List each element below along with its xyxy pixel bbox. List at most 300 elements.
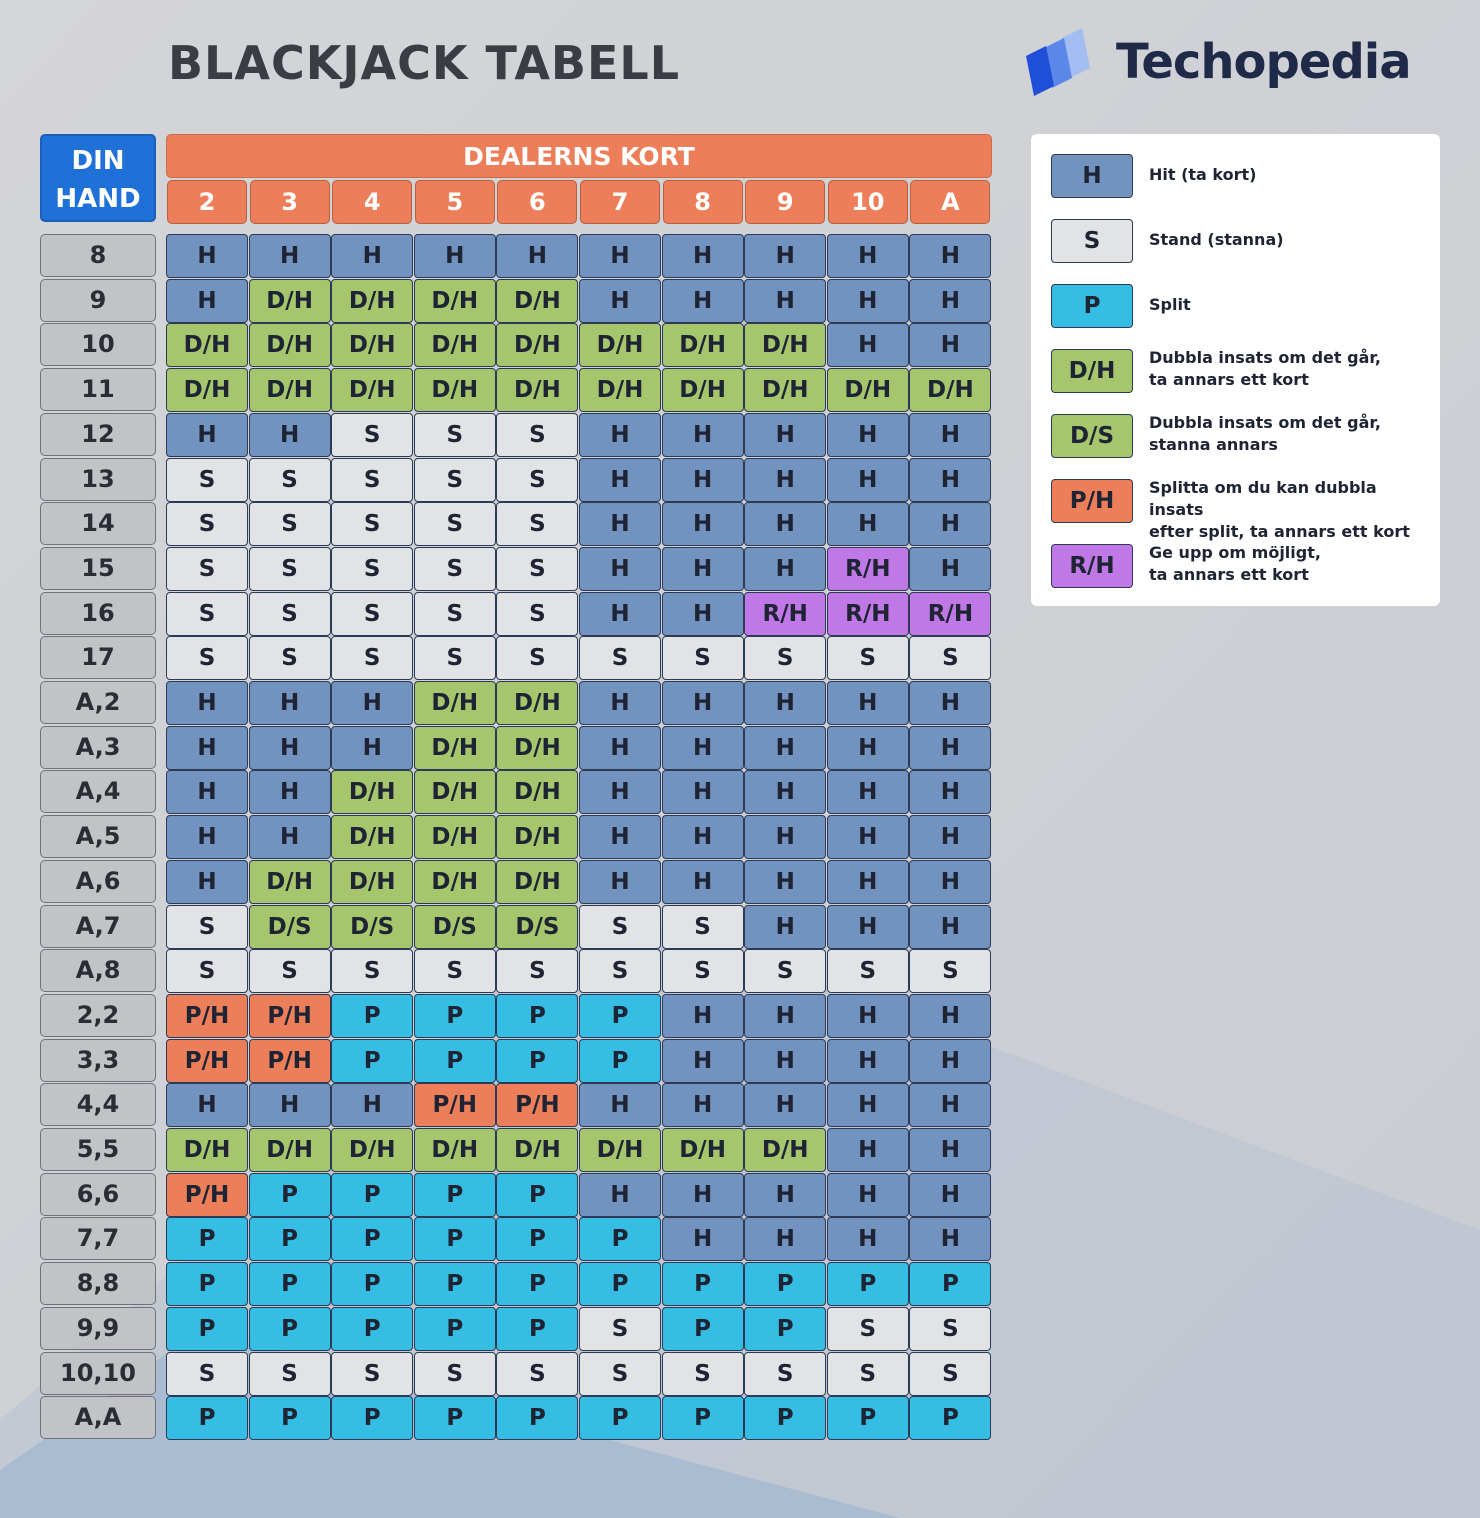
strategy-cell: S (909, 1307, 991, 1351)
strategy-cell: S (662, 636, 744, 680)
strategy-cell: S (166, 592, 248, 636)
strategy-cell: H (579, 458, 661, 502)
hand-label: 12 (40, 413, 156, 456)
strategy-cell: S (331, 502, 413, 546)
strategy-cell: H (744, 234, 826, 278)
strategy-cell: D/H (414, 279, 496, 323)
legend-description-line1: Dubbla insats om det går, (1149, 413, 1381, 432)
strategy-cell: D/H (331, 770, 413, 814)
strategy-cell: H (827, 770, 909, 814)
strategy-cell: H (579, 1173, 661, 1217)
hand-label: 17 (40, 636, 156, 679)
strategy-cell: P (166, 1262, 248, 1306)
strategy-cell: P (414, 1396, 496, 1440)
strategy-cell: H (909, 1039, 991, 1083)
legend-swatch: P/H (1051, 479, 1133, 523)
strategy-cell: H (662, 234, 744, 278)
hand-label: 7,7 (40, 1217, 156, 1260)
strategy-cell: H (827, 905, 909, 949)
strategy-cell: D/H (414, 770, 496, 814)
strategy-cell: H (166, 279, 248, 323)
strategy-cell: H (909, 1128, 991, 1172)
strategy-cell: D/H (331, 1128, 413, 1172)
strategy-cell: P (331, 1039, 413, 1083)
legend-description-line1: Ge upp om möjligt, (1149, 543, 1321, 562)
strategy-cell: H (909, 413, 991, 457)
hand-label: 3,3 (40, 1039, 156, 1082)
strategy-cell: D/H (496, 279, 578, 323)
strategy-cell: P (827, 1396, 909, 1440)
strategy-cell: P (249, 1307, 331, 1351)
strategy-cell: H (249, 1083, 331, 1127)
strategy-cell: H (744, 458, 826, 502)
strategy-cell: H (662, 547, 744, 591)
strategy-cell: P (166, 1217, 248, 1261)
strategy-cell: H (496, 234, 578, 278)
strategy-cell: H (662, 770, 744, 814)
hand-label: A,8 (40, 949, 156, 992)
strategy-cell: H (331, 1083, 413, 1127)
strategy-cell: P (579, 1039, 661, 1083)
legend-description-line1: Stand (stanna) (1149, 230, 1284, 249)
strategy-cell: H (662, 1083, 744, 1127)
strategy-cell: D/H (579, 323, 661, 367)
strategy-cell: H (249, 413, 331, 457)
strategy-cell: H (909, 860, 991, 904)
strategy-cell: H (579, 234, 661, 278)
strategy-cell: H (827, 323, 909, 367)
strategy-cell: H (827, 860, 909, 904)
strategy-cell: P (414, 994, 496, 1038)
techopedia-logo-icon (1024, 28, 1094, 98)
strategy-cell: S (496, 636, 578, 680)
hand-label: 4,4 (40, 1083, 156, 1126)
strategy-cell: D/S (249, 905, 331, 949)
strategy-cell: H (662, 502, 744, 546)
strategy-cell: D/H (414, 681, 496, 725)
strategy-cell: S (249, 502, 331, 546)
strategy-cell: D/H (414, 368, 496, 412)
strategy-cell: S (249, 458, 331, 502)
strategy-cell: P (249, 1262, 331, 1306)
strategy-cell: D/H (827, 368, 909, 412)
strategy-cell: P (331, 1262, 413, 1306)
hand-label: 8 (40, 234, 156, 277)
strategy-cell: R/H (827, 547, 909, 591)
strategy-cell: S (662, 1352, 744, 1396)
strategy-cell: S (414, 592, 496, 636)
strategy-cell: S (166, 458, 248, 502)
strategy-cell: S (166, 905, 248, 949)
strategy-cell: H (249, 770, 331, 814)
legend-description-line1: Dubbla insats om det går, (1149, 348, 1381, 367)
strategy-cell: D/H (331, 368, 413, 412)
strategy-cell: H (579, 592, 661, 636)
strategy-cell: H (827, 234, 909, 278)
strategy-cell: P (662, 1262, 744, 1306)
strategy-cell: H (166, 770, 248, 814)
strategy-cell: H (579, 502, 661, 546)
legend-swatch: P (1051, 284, 1133, 328)
strategy-cell: S (249, 636, 331, 680)
strategy-cell: P (496, 1173, 578, 1217)
strategy-cell: D/H (249, 279, 331, 323)
strategy-cell: D/H (579, 368, 661, 412)
strategy-cell: P (166, 1396, 248, 1440)
strategy-cell: S (166, 949, 248, 993)
strategy-cell: H (909, 905, 991, 949)
hand-label: 14 (40, 502, 156, 545)
hand-label: 13 (40, 458, 156, 501)
strategy-cell: S (579, 949, 661, 993)
your-hand-line2: HAND (55, 184, 141, 214)
strategy-cell: D/H (414, 860, 496, 904)
strategy-cell: D/H (496, 726, 578, 770)
strategy-cell: H (744, 994, 826, 1038)
strategy-cell: H (579, 815, 661, 859)
strategy-cell: H (909, 323, 991, 367)
strategy-cell: S (414, 1352, 496, 1396)
dealer-column-header: 8 (663, 180, 743, 224)
strategy-cell: P (414, 1217, 496, 1261)
strategy-cell: R/H (744, 592, 826, 636)
legend-description (1149, 294, 1429, 316)
strategy-cell: H (331, 681, 413, 725)
strategy-cell: H (662, 279, 744, 323)
strategy-cell: H (249, 234, 331, 278)
strategy-cell: S (249, 547, 331, 591)
strategy-cell: H (166, 860, 248, 904)
strategy-cell: H (827, 1173, 909, 1217)
strategy-cell: H (827, 1039, 909, 1083)
strategy-cell: H (662, 860, 744, 904)
strategy-cell: H (909, 279, 991, 323)
strategy-cell: P (496, 994, 578, 1038)
strategy-cell: P/H (496, 1083, 578, 1127)
strategy-cell: S (827, 949, 909, 993)
strategy-cell: S (166, 547, 248, 591)
strategy-cell: P (662, 1307, 744, 1351)
strategy-cell: H (827, 1217, 909, 1261)
legend-description-line2: efter split, ta annars ett kort (1149, 522, 1410, 541)
strategy-cell: P/H (414, 1083, 496, 1127)
strategy-cell: S (909, 636, 991, 680)
strategy-cell: P/H (166, 1039, 248, 1083)
strategy-cell: H (662, 413, 744, 457)
strategy-cell: D/H (744, 368, 826, 412)
strategy-cell: P (579, 1262, 661, 1306)
strategy-cell: H (662, 726, 744, 770)
strategy-cell: H (909, 547, 991, 591)
strategy-cell: S (331, 949, 413, 993)
strategy-cell: P/H (249, 994, 331, 1038)
hand-label: 10 (40, 323, 156, 366)
legend-description (1149, 412, 1429, 456)
strategy-cell: S (166, 502, 248, 546)
strategy-cell: S (249, 592, 331, 636)
strategy-cell: P (414, 1262, 496, 1306)
strategy-cell: S (496, 949, 578, 993)
strategy-cell: P (166, 1307, 248, 1351)
strategy-cell: H (744, 770, 826, 814)
strategy-cell: H (414, 234, 496, 278)
strategy-cell: D/H (331, 860, 413, 904)
strategy-cell: H (827, 1128, 909, 1172)
legend-description-line1: Split (1149, 295, 1191, 314)
strategy-cell: H (166, 413, 248, 457)
strategy-cell: H (579, 413, 661, 457)
strategy-cell: S (496, 502, 578, 546)
strategy-cell: S (744, 636, 826, 680)
strategy-cell: H (827, 1083, 909, 1127)
strategy-cell: H (827, 413, 909, 457)
strategy-cell: S (166, 1352, 248, 1396)
strategy-cell: H (909, 994, 991, 1038)
strategy-cell: H (744, 1217, 826, 1261)
strategy-cell: D/H (166, 323, 248, 367)
strategy-cell: D/H (331, 323, 413, 367)
strategy-cell: D/H (579, 1128, 661, 1172)
strategy-cell: P (496, 1307, 578, 1351)
your-hand-header (40, 134, 156, 222)
legend-item (1051, 478, 1431, 541)
strategy-cell: P (249, 1217, 331, 1261)
legend-description (1149, 477, 1429, 543)
legend-swatch: H (1051, 154, 1133, 198)
strategy-cell: P (744, 1262, 826, 1306)
strategy-cell: H (909, 234, 991, 278)
strategy-cell: H (579, 1083, 661, 1127)
brand-name: Techopedia (1116, 34, 1411, 90)
legend-swatch: D/S (1051, 414, 1133, 458)
strategy-cell: D/H (331, 279, 413, 323)
strategy-cell: S (496, 413, 578, 457)
legend-description (1149, 164, 1429, 186)
strategy-cell: H (744, 502, 826, 546)
dealer-column-header: 3 (250, 180, 330, 224)
strategy-cell: P (249, 1173, 331, 1217)
strategy-cell: H (579, 860, 661, 904)
hand-label: 9 (40, 279, 156, 322)
strategy-cell: H (827, 502, 909, 546)
strategy-cell: H (579, 681, 661, 725)
legend-swatch: R/H (1051, 544, 1133, 588)
strategy-cell: D/H (662, 1128, 744, 1172)
strategy-cell: H (909, 502, 991, 546)
strategy-cell: P (744, 1396, 826, 1440)
hand-label: 8,8 (40, 1262, 156, 1305)
dealer-column-header: A (910, 180, 990, 224)
legend-description (1149, 347, 1429, 391)
strategy-cell: H (579, 547, 661, 591)
strategy-cell: H (744, 279, 826, 323)
strategy-cell: H (744, 681, 826, 725)
strategy-cell: P (331, 1173, 413, 1217)
strategy-cell: H (744, 1083, 826, 1127)
strategy-cell: D/H (496, 1128, 578, 1172)
strategy-cell: P (662, 1396, 744, 1440)
strategy-cell: S (909, 1352, 991, 1396)
strategy-cell: H (909, 1173, 991, 1217)
strategy-cell: H (249, 681, 331, 725)
dealer-column-header: 5 (415, 180, 495, 224)
strategy-cell: P (909, 1396, 991, 1440)
strategy-cell: P (579, 1396, 661, 1440)
strategy-cell: S (909, 949, 991, 993)
strategy-cell: H (662, 458, 744, 502)
strategy-cell: P (414, 1039, 496, 1083)
strategy-cell: S (414, 547, 496, 591)
strategy-cell: H (579, 279, 661, 323)
legend-swatch: S (1051, 219, 1133, 263)
strategy-cell: D/H (414, 726, 496, 770)
strategy-cell: D/H (662, 368, 744, 412)
strategy-cell: H (744, 547, 826, 591)
strategy-cell: P (496, 1396, 578, 1440)
strategy-cell: S (744, 949, 826, 993)
strategy-cell: S (331, 636, 413, 680)
strategy-cell: H (827, 279, 909, 323)
hand-label: A,A (40, 1396, 156, 1439)
legend-item (1051, 349, 1431, 397)
strategy-cell: D/H (414, 815, 496, 859)
strategy-cell: P (331, 1396, 413, 1440)
dealer-cards-header: DEALERNS KORT (166, 134, 992, 178)
legend-description (1149, 542, 1429, 586)
strategy-cell: S (496, 1352, 578, 1396)
legend-item (1051, 219, 1431, 267)
strategy-cell: H (744, 726, 826, 770)
strategy-cell: H (662, 994, 744, 1038)
legend-description (1149, 229, 1429, 251)
hand-label: A,4 (40, 770, 156, 813)
your-hand-line1: DIN (71, 146, 125, 176)
strategy-cell: D/H (414, 323, 496, 367)
strategy-cell: H (909, 770, 991, 814)
dealer-column-header: 7 (580, 180, 660, 224)
strategy-cell: S (331, 1352, 413, 1396)
strategy-cell: H (662, 1217, 744, 1261)
strategy-cell: P (414, 1307, 496, 1351)
hand-label: A,7 (40, 905, 156, 948)
hand-label: A,2 (40, 681, 156, 724)
hand-label: A,6 (40, 860, 156, 903)
strategy-cell: H (744, 815, 826, 859)
legend-description-line2: stanna annars (1149, 435, 1278, 454)
strategy-cell: H (909, 1217, 991, 1261)
hand-label: 11 (40, 368, 156, 411)
strategy-cell: P (331, 1307, 413, 1351)
strategy-cell: S (827, 1352, 909, 1396)
strategy-cell: D/H (662, 323, 744, 367)
strategy-cell: H (166, 815, 248, 859)
strategy-cell: P (744, 1307, 826, 1351)
strategy-cell: H (166, 234, 248, 278)
legend-item (1051, 284, 1431, 332)
strategy-cell: D/H (496, 860, 578, 904)
strategy-cell: H (166, 726, 248, 770)
strategy-cell: S (496, 547, 578, 591)
strategy-cell: D/H (909, 368, 991, 412)
hand-label: 6,6 (40, 1173, 156, 1216)
strategy-cell: D/H (249, 323, 331, 367)
strategy-cell: H (909, 681, 991, 725)
strategy-cell: S (579, 1352, 661, 1396)
strategy-cell: P (579, 1217, 661, 1261)
strategy-cell: S (662, 949, 744, 993)
strategy-cell: P (496, 1217, 578, 1261)
strategy-cell: S (662, 905, 744, 949)
hand-label: A,5 (40, 815, 156, 858)
strategy-cell: H (662, 592, 744, 636)
dealer-column-header: 4 (332, 180, 412, 224)
strategy-cell: P/H (166, 994, 248, 1038)
strategy-cell: P (414, 1173, 496, 1217)
strategy-cell: H (827, 681, 909, 725)
strategy-cell: P (249, 1396, 331, 1440)
strategy-cell: H (662, 1173, 744, 1217)
strategy-cell: S (579, 1307, 661, 1351)
hand-label: 15 (40, 547, 156, 590)
legend-swatch: D/H (1051, 349, 1133, 393)
strategy-cell: S (249, 1352, 331, 1396)
legend-description-line1: Splitta om du kan dubbla insats (1149, 478, 1377, 519)
hand-label: 5,5 (40, 1128, 156, 1171)
strategy-cell: P (496, 1039, 578, 1083)
strategy-cell: D/H (166, 368, 248, 412)
strategy-cell: D/H (249, 368, 331, 412)
strategy-cell: H (744, 1173, 826, 1217)
strategy-cell: S (579, 636, 661, 680)
strategy-cell: D/H (249, 860, 331, 904)
strategy-cell: H (909, 726, 991, 770)
strategy-cell: S (414, 413, 496, 457)
dealer-column-header: 2 (167, 180, 247, 224)
strategy-cell: S (827, 1307, 909, 1351)
strategy-cell: H (744, 905, 826, 949)
strategy-cell: H (744, 1039, 826, 1083)
dealer-column-header: 10 (828, 180, 908, 224)
strategy-cell: S (496, 458, 578, 502)
strategy-cell: P (827, 1262, 909, 1306)
strategy-cell: S (579, 905, 661, 949)
strategy-cell: R/H (827, 592, 909, 636)
hand-label: 2,2 (40, 994, 156, 1037)
strategy-cell: H (166, 681, 248, 725)
hand-label: 9,9 (40, 1307, 156, 1350)
legend-description-line2: ta annars ett kort (1149, 565, 1309, 584)
strategy-cell: S (331, 458, 413, 502)
page-title: BLACKJACK TABELL (168, 36, 681, 90)
legend-item (1051, 544, 1431, 592)
strategy-cell: S (249, 949, 331, 993)
strategy-cell: D/H (744, 1128, 826, 1172)
strategy-cell: H (827, 815, 909, 859)
legend-description-line2: ta annars ett kort (1149, 370, 1309, 389)
legend (1031, 134, 1440, 606)
legend-description-line1: Hit (ta kort) (1149, 165, 1257, 184)
strategy-cell: S (166, 636, 248, 680)
strategy-cell: D/H (496, 368, 578, 412)
strategy-cell: D/H (166, 1128, 248, 1172)
strategy-cell: D/H (496, 681, 578, 725)
strategy-cell: H (744, 413, 826, 457)
strategy-cell: H (909, 815, 991, 859)
dealer-column-header: 9 (745, 180, 825, 224)
strategy-cell: D/S (331, 905, 413, 949)
strategy-cell: H (827, 458, 909, 502)
strategy-cell: D/S (414, 905, 496, 949)
